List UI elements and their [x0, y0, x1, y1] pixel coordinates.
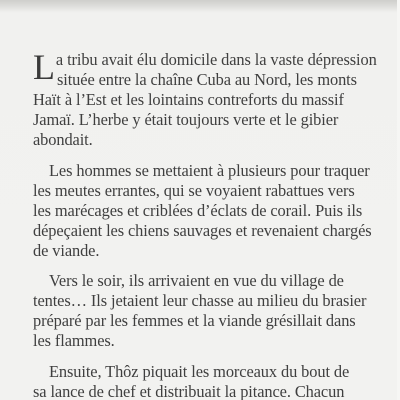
- text-line: Les hommes se mettaient à plusieurs pour traquer: [49, 160, 370, 180]
- body-text: [33, 47, 377, 400]
- paragraph-4: [33, 362, 373, 400]
- text-line: les marécages et criblées d’éclats de corail. Puis ils: [33, 200, 363, 220]
- text-line: Vers le soir, ils arrivaient en vue du village de: [49, 271, 344, 290]
- text-line: tentes… Ils jetaient leur chasse au milieu du brasier: [33, 291, 367, 310]
- text-line: les flammes.: [33, 331, 115, 350]
- paragraph-1: [33, 47, 377, 150]
- text-line: située entre la chaîne Cuba au Nord, les monts: [57, 70, 357, 89]
- text-line: Ensuite, Thôz piquait les morceaux du bout de: [49, 361, 350, 381]
- text-line: préparé par les femmes et la viande grésillait dans: [33, 311, 356, 330]
- paragraph-3: [33, 271, 373, 351]
- text-line: sa lance de chef et distribuait la pitance. Chacun: [33, 381, 345, 400]
- text-line: Jamaï. L’herbe y était toujours verte et le gibier: [33, 110, 339, 129]
- paragraph-2: [33, 161, 373, 261]
- drop-cap: L: [33, 47, 55, 87]
- text-line: dépeçaient les chiens sauvages et revenaient chargés: [33, 220, 372, 240]
- text-line: les meutes errantes, qui se voyaient rabattues vers: [33, 180, 355, 200]
- text-line: a tribu avait élu domicile dans la vaste dépression: [55, 50, 377, 69]
- text-line: Haït à l’Est et les lointains contreforts du massif: [33, 90, 344, 109]
- text-line: abondait.: [33, 130, 93, 149]
- text-line: de viande.: [33, 240, 100, 260]
- page-top-shadow: [0, 0, 400, 12]
